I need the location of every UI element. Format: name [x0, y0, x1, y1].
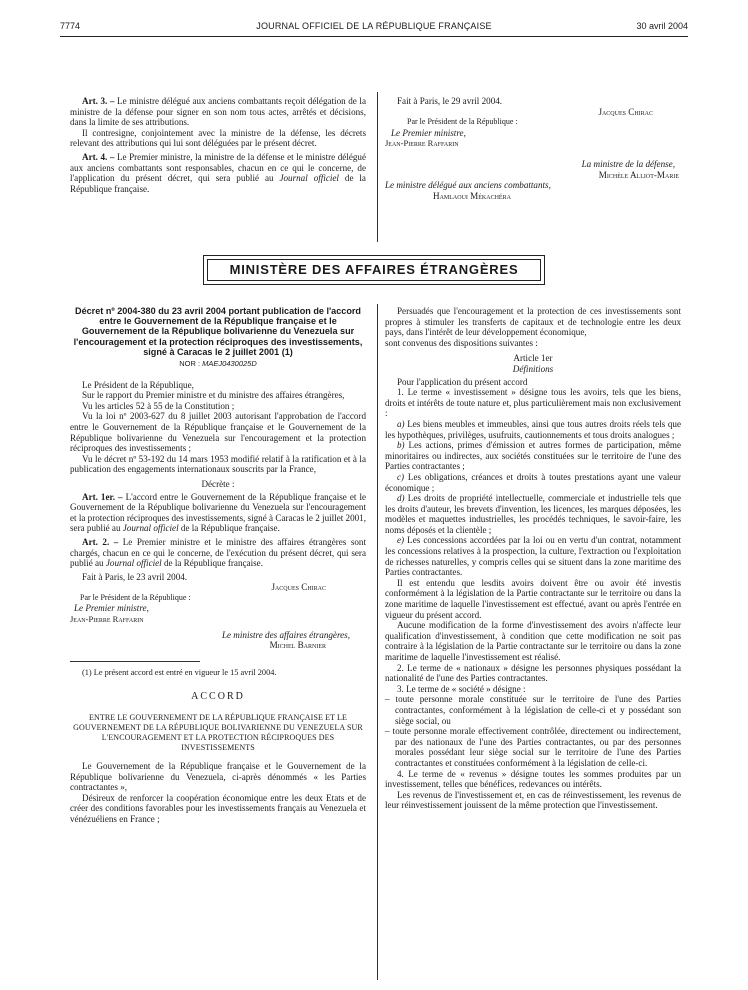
- anciens-combattants-role: Le ministre délégué aux anciens combattants,: [385, 180, 551, 191]
- accord-column: [385, 306, 681, 811]
- accord-heading: ACCORD: [191, 691, 245, 703]
- footnote-rule: [70, 661, 200, 662]
- decree-fait: Fait à Paris, le 23 avril 2004.: [82, 571, 188, 582]
- decree-column: [70, 306, 366, 825]
- defense-name: Michèle Alliot-Marie: [598, 169, 679, 180]
- list-item: – toute personne morale constituée sur le territoire de l'une des Parties contractantes, conformément à la législation de celle-ci et y possédant son siège social, ou: [385, 694, 681, 726]
- definition-a: a) Les biens meubles et immeubles, ainsi que tous autres droits réels tels que les hypothèques, privilèges, usufruits, cautionnements et tous droits analogues ;: [385, 418, 681, 440]
- ministry-banner: [203, 255, 545, 285]
- accord-para-5: Aucune modification de la forme d'investissement des avoirs n'affecte leur qualification d'investissement, à condition que cette modification ne soit pas contraire à la législation de la Partie contractante sur le territoire ou dans la zone maritime de laquelle l'investissement est réalisé.: [385, 620, 681, 662]
- issue-date: 30 avril 2004: [636, 21, 688, 31]
- par-le-president: Par le Président de la République :: [407, 117, 518, 127]
- pm-name: Jean-Pierre Raffarin: [385, 138, 459, 149]
- top-right-signatures: [385, 96, 681, 201]
- definition-e: e) Les concessions accordées par la loi ou en vertu d'un contrat, notamment les concessions relatives à la prospection, la culture, l'extraction ou l'exploitation de richesses naturelles, y compris celles qui se situent dans la zone maritime des Parties contractantes.: [385, 535, 681, 578]
- decree-pm-name: Jean-Pierre Raffarin: [70, 614, 144, 625]
- defense-role: La ministre de la défense,: [581, 158, 675, 169]
- journal-title: JOURNAL OFFICIEL DE LA RÉPUBLIQUE FRANÇAISE: [256, 21, 492, 31]
- signer-name: Jacques Chirac: [598, 106, 653, 117]
- definition-c: c) Les obligations, créances et droits à toutes prestations ayant une valeur économique ;: [385, 471, 682, 493]
- fait-date: Fait à Paris, le 29 avril 2004.: [397, 96, 503, 106]
- article-1-heading: Article 1er: [513, 353, 553, 364]
- decree-title: Décret nº 2004-380 du 23 avril 2004 portant publication de l'accord entre le Gouvernement de la République française et le Gouvernement de la République bolivarienne du Venezuela sur l'encouragement et la protection réciproques des investissements, signé à Caracas le 2 juillet 2001 (1): [73, 306, 363, 357]
- definitions-heading: Définitions: [512, 363, 554, 374]
- decree-signer: Jacques Chirac: [271, 582, 326, 593]
- accord-para-4: Il est entendu que lesdits avoirs doivent être ou avoir été investis conformément à la législation de la Partie contractante sur le territoire ou dans la zone maritime de laquelle l'investissement est effectué, avant ou après l'entrée en vigueur du présent accord.: [385, 577, 681, 620]
- decree-p1: Le Président de la République,: [82, 379, 194, 390]
- nor-reference: NOR : MAEJ0430025D: [179, 359, 257, 369]
- decree-mae-name: Michel Barnier: [269, 640, 326, 651]
- decree-article-1: Art. 1er. – L'accord entre le Gouvernement de la République française et le Gouvernement de la République bolivarienne du Venezuela sur l'encouragement et la protection réciproques des investissements, signé à Caracas le 2 juillet 2001, sera publié au Journal officiel de la République française.: [70, 491, 367, 534]
- decree-par: Par le Président de la République :: [80, 592, 191, 602]
- accord-subtitle: ENTRE LE GOUVERNEMENT DE LA RÉPUBLIQUE FRANÇAISE ET LE GOUVERNEMENT DE LA RÉPUBLIQUE BOLIVARIENNE DU VENEZUELA SUR L'ENCOURAGEMENT ET LA PROTECTION RÉCIPROQUES DES INVESTISSEMENTS: [73, 713, 363, 753]
- decree-mae-role: Le ministre des affaires étrangères,: [221, 629, 350, 640]
- definition-d: d) Les droits de propriété intellectuelle, commerciale et industrielle tels que les droits d'auteur, les brevets d'invention, les licences, les marques déposées, les modèles et maquettes industrielles, les procédés techniques, le savoir-faire, les noms déposés et la clientèle ;: [385, 493, 682, 535]
- anciens-combattants-name: Hamlaoui Mékachéra: [433, 190, 511, 201]
- decrete: Décrète :: [201, 478, 235, 489]
- article-3: Art. 3. – Le ministre délégué aux anciens combattants reçoit délégation de la ministre de la défense pour signer en son nom tous actes, arrêtés et décisions, dans la limite de ses attributions.: [70, 96, 366, 128]
- column-divider-top: [377, 92, 378, 242]
- article-4: Art. 4. – Le Premier ministre, la ministre de la défense et le ministre délégué aux anciens combattants sont responsables, chacun en ce qui le concerne, de l'application du présent décret, qui sera publié au Journal officiel de la République française.: [70, 151, 366, 194]
- definition-2: 2. Le terme de « nationaux » désigne les personnes physiques possédant la nationalité de l'une des Parties contractantes.: [385, 662, 681, 684]
- decree-p3: Vu les articles 52 à 55 de la Constitution ;: [82, 400, 235, 411]
- definition-b: b) Les actions, primes d'émission et autres formes de participation, même minoritaires ou indirectes, aux sociétés constituées sur le territoire de l'une des Parties contractantes ;: [385, 440, 681, 472]
- decree-p4: Vu la loi nº 2003-627 du 8 juillet 2003 autorisant l'approbation de l'accord entre le Gouvernement de la République française et le Gouvernement de la République bolivarienne du Venezuela sur l'encouragement et la protection réciproques des investissements ;: [70, 411, 366, 454]
- header-rule: [60, 36, 688, 37]
- societe-list: [385, 694, 681, 768]
- decree-article-2: Art. 2. – Le Premier ministre et le ministre des affaires étrangères sont chargés, chacun en ce qui le concerne, de l'exécution du présent décret, qui sera publié au Journal officiel de la République française.: [70, 536, 366, 569]
- article-3-para-2: Il contresigne, conjointement avec la ministre de la défense, les décrets relevant des attributions qui lui sont déléguées par le présent décret.: [70, 127, 366, 149]
- pm-role: Le Premier ministre,: [391, 127, 466, 138]
- definition-4: 4. Le terme de « revenus » désigne toutes les sommes produites par un investissement, telles que bénéfices, redevances ou intérêts.: [385, 768, 681, 790]
- top-left-column: [70, 96, 366, 194]
- page-number: 7774: [60, 21, 81, 31]
- ministry-banner-text: MINISTÈRE DES AFFAIRES ÉTRANGÈRES: [207, 259, 541, 281]
- decree-p2: Sur le rapport du Premier ministre et du ministre des affaires étrangères,: [82, 390, 345, 401]
- page-header: [60, 21, 688, 33]
- footnote: (1) Le présent accord est entré en vigueur le 15 avril 2004.: [82, 667, 277, 677]
- accord-para-6: Les revenus de l'investissement et, en cas de réinvestissement, les revenus de leur réinvestissement jouissent de la même protection que l'investissement.: [385, 789, 681, 811]
- sont-convenus: sont convenus des dispositions suivantes :: [385, 337, 538, 348]
- accord-para-3: Persuadés que l'encouragement et la protection de ces investissements sont propres à stimuler les transferts de capitaux et de technologie entre les deux pays, dans l'intérêt de leur développement économique,: [385, 306, 681, 338]
- pour-application: Pour l'application du présent accord: [397, 376, 528, 387]
- column-divider-main: [377, 304, 378, 980]
- definition-1: 1. Le terme « investissement » désigne tous les avoirs, tels que les biens, droits et intérêts de toute nature et, plus particulièrement mais non exclusivement :: [385, 387, 681, 419]
- accord-para-1: Le Gouvernement de la République française et le Gouvernement de la République bolivarienne du Venezuela, ci-après dénommés « les Parties contractantes »,: [70, 761, 366, 793]
- list-item: – toute personne morale effectivement contrôlée, directement ou indirectement, par des nationaux de l'une des Parties contractantes, ou par des personnes morales possédant leur siège social sur le territoire de l'une des Parties contractantes et constituées conformément à la législation de celle-ci.: [385, 726, 681, 768]
- decree-p5: Vu le décret nº 53-192 du 14 mars 1953 modifié relatif à la ratification et à la publication des engagements internationaux souscrits par la France,: [70, 453, 366, 475]
- decree-pm-role: Le Premier ministre,: [74, 603, 149, 614]
- accord-para-2: Désireux de renforcer la coopération économique entre les deux Etats et de créer des conditions favorables pour les investissements français au Venezuela et vénézuéliens en France ;: [70, 792, 366, 825]
- definition-3: 3. Le terme de « société » désigne :: [397, 683, 526, 694]
